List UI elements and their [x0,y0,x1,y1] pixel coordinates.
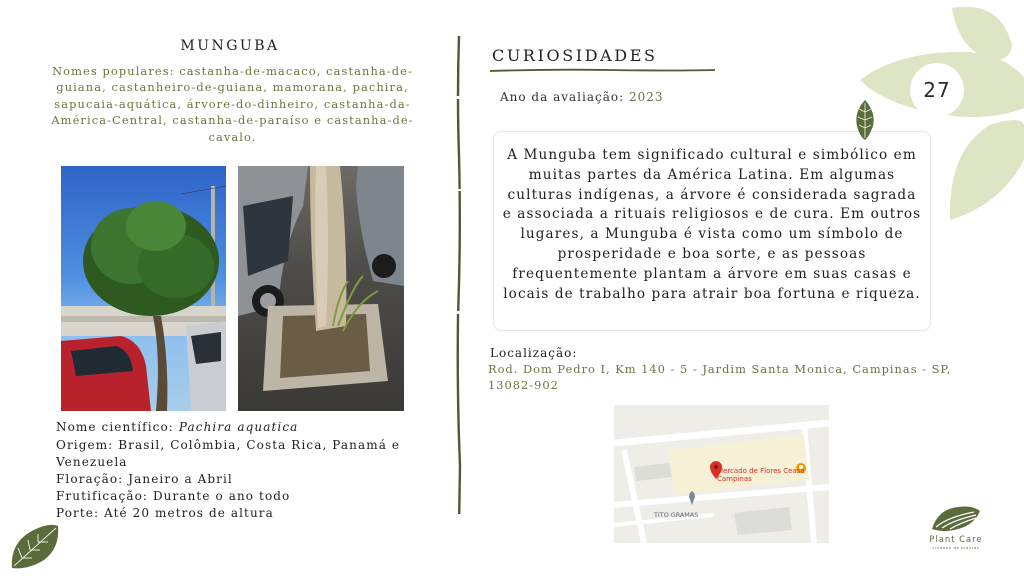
logo-tagline: cuidado de plantas [932,545,980,550]
map-place-label: Mercado de Flores Ceasa Campinas [717,467,805,483]
logo-icon [928,503,982,533]
evaluation-row [500,90,664,104]
evaluation-label: Ano da avaliação: [500,90,629,104]
scientific-name-row [56,419,436,436]
location-label: Localização: [490,346,578,360]
fruiting-row: Frutificação: Durante o ano todo [56,489,291,503]
tree-photo [61,166,226,411]
trunk-photo [238,166,404,411]
scientific-name: Pachira aquatica [178,420,299,434]
scientific-name-label: Nome científico: [56,420,179,434]
location-map[interactable] [614,405,829,543]
column-divider [455,36,463,546]
evaluation-year: 2023 [628,90,664,104]
origin-row: Origem: Brasil, Colômbia, Costa Rica, Panamá e Venezuela [56,438,401,469]
plant-name: MUNGUBA [180,38,280,54]
logo-name: Plant Care [929,534,983,544]
description-text: A Munguba tem significado cultural e simbólico em muitas partes da América Latina. Em algumas culturas indígenas, a árvore é considerada sagrada e associada a rituais religiosos e de cura. Em outros lugares, a Munguba é vista como um símbolo de prosperidade e boa sorte, e as pessoas frequentemente plantam a árvore em suas casas e locais de trabalho para atrair boa fortuna e riqueza. [502,147,922,302]
bottom-leaf-icon [8,522,60,570]
size-row: Porte: Até 20 metros de altura [56,506,274,520]
title-underline [490,66,715,74]
map-secondary-label: TITO GRAMAS [654,511,699,519]
popular-names: Nomes populares: castanha-de-macaco, castanha-de-guiana, castanheiro-de-guiana, mamorana, pachira, sapucaia-aquática, árvore-do-dinheiro, castanha-da-América-Central, castanha-de-paraíso e castanha-de-cavalo. [51,64,414,144]
leaf-icon [860,0,1024,230]
small-leaf-icon [854,100,876,140]
section-title: CURIOSIDADES [492,46,658,65]
flowering-row: Floração: Janeiro a Abril [56,472,233,486]
page-number: 27 [923,78,951,102]
location-address: Rod. Dom Pedro I, Km 140 - 5 - Jardim Santa Monica, Campinas - SP, 13082-902 [488,362,952,392]
